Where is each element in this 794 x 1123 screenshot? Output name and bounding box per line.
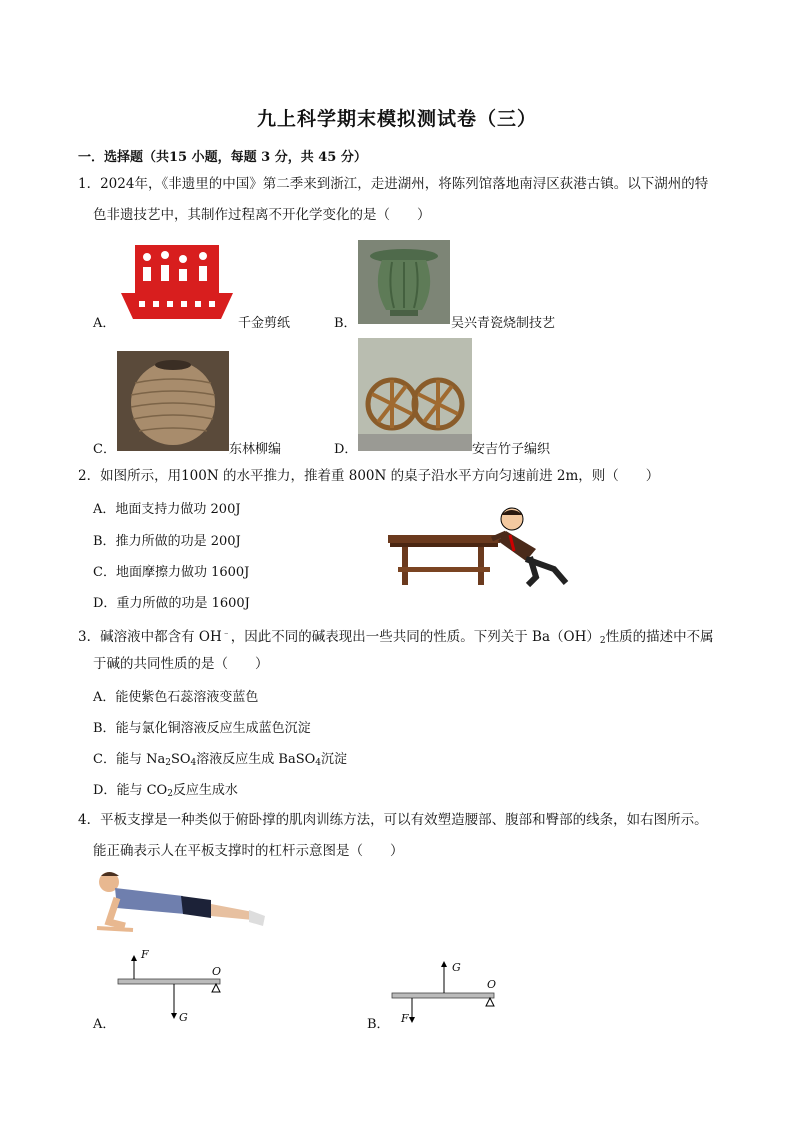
q1-number: 1．	[78, 176, 101, 192]
q2-option-c[interactable]: C．地面摩擦力做功 1600J	[93, 565, 250, 580]
diagram-a-o-label: O	[212, 965, 222, 978]
plank-person-image	[93, 868, 268, 936]
q4-option-a[interactable]: A．	[93, 1017, 116, 1032]
lever-diagram-a	[110, 945, 230, 1025]
q2-line1: 2．如图所示，用100N 的水平推力，推着重 800N 的桌子沿水平方向匀速前进 2m，则（ ）	[78, 468, 660, 484]
q4-line2: 能正确表示人在平板支撑时的杠杆示意图是（ ）	[93, 843, 404, 859]
q3-line1: 3．碱溶液中都含有 OH﹣，因此不同的碱表现出一些共同的性质。下列关于 $Ba(OH)_2$性质的描述中不属	[78, 629, 714, 646]
q1-option-d-text: 安吉竹子编织	[472, 442, 551, 457]
q1-option-d[interactable]: D．	[334, 442, 358, 457]
page-title: 九上科学期末模拟测试卷（三）	[256, 108, 537, 130]
q2-option-d[interactable]: D．重力所做的功是 1600J	[93, 596, 250, 611]
q1-option-c[interactable]: C．	[93, 442, 116, 457]
q1-option-a[interactable]: A．	[93, 316, 116, 331]
q2-option-a[interactable]: A．地面支持力做功 200J	[93, 502, 241, 517]
q3-option-a[interactable]: A．能使紫色石蕊溶液变蓝色	[93, 690, 259, 705]
q3-option-c[interactable]: C．能与 $Na_2SO_4$溶液反应生成 BaSO$_4$沉淀	[93, 752, 348, 768]
diagram-b-g-label: G	[452, 961, 461, 974]
wicker-basket-image	[117, 351, 229, 451]
q3-line2: 于碱的共同性质的是（ ）	[93, 656, 269, 672]
q2-option-b[interactable]: B．推力所做的功是 200J	[93, 534, 241, 549]
q1-line1	[78, 174, 708, 194]
section-heading: 一．选择题（共15 小题，每题 3 分，共 45 分）	[78, 150, 367, 165]
q1-option-b-text: 吴兴青瓷烧制技艺	[451, 316, 556, 331]
bamboo-balls-image	[358, 338, 472, 451]
q1-option-a-text: 千金剪纸	[238, 316, 291, 331]
q3-option-b[interactable]: B．能与氯化铜溶液反应生成蓝色沉淀	[93, 721, 311, 736]
diagram-b-f-label: F	[401, 1012, 409, 1025]
q4-option-b[interactable]: B．	[367, 1017, 390, 1032]
q1-line2: 色非遗技艺中，其制作过程离不开化学变化的是（ ）	[93, 207, 431, 223]
diagram-a-f-label: F	[141, 948, 149, 961]
diagram-b-o-label: O	[487, 978, 497, 991]
diagram-a-g-label: G	[179, 1011, 188, 1024]
q1-option-b[interactable]: B．	[334, 316, 357, 331]
paper-cut-image	[117, 237, 237, 323]
q1-text1: 2024年，《非遗里的中国》第二季来到浙江，走进湖州，将陈列馆落地南浔区荻港古镇。以下湖州的特	[100, 176, 709, 192]
celadon-jar-image	[358, 240, 450, 324]
q4-line1: 4．平板支撑是一种类似于俯卧撑的肌肉训练方法，可以有效塑造腰部、腹部和臀部的线条，如右图所示。	[78, 812, 708, 828]
q1-option-c-text: 东林柳编	[229, 442, 282, 457]
table-push-image	[386, 505, 570, 590]
q3-option-d[interactable]: D．能与 $CO_2$反应生成水	[93, 783, 238, 799]
